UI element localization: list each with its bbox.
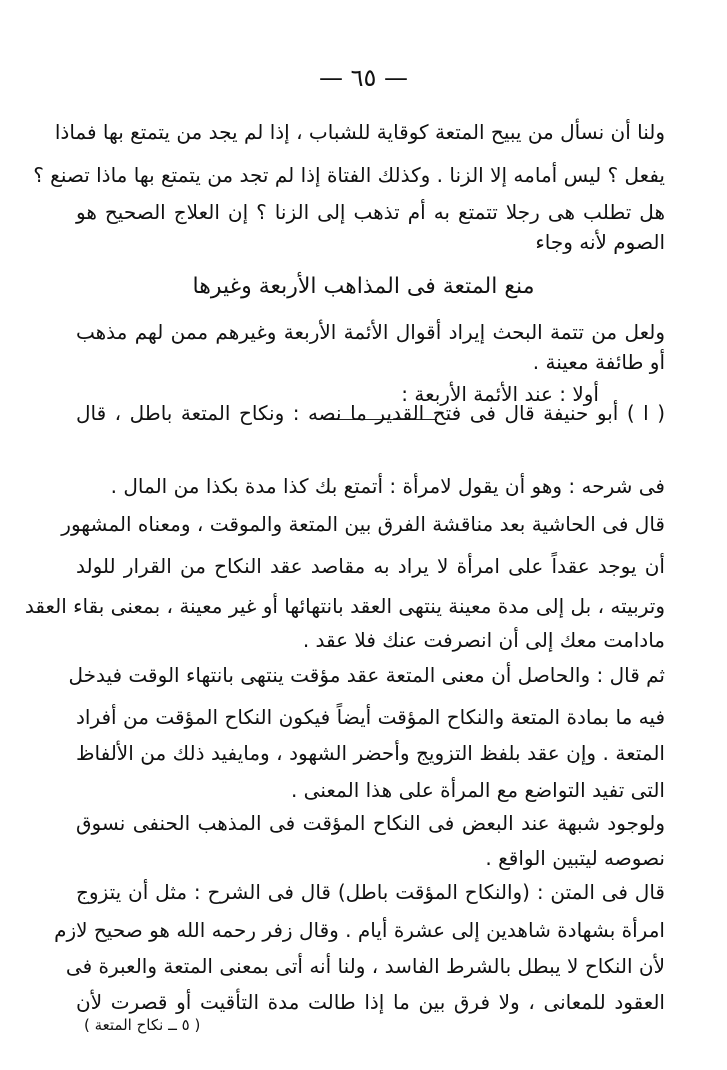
text-line: ثم قال : والحاصل أن معنى المتعة عقد مؤقت ينتهى بانتهاء الوقت فيدخل <box>68 663 665 687</box>
text-line: نصوصه ليتبين الواقع . <box>485 846 665 870</box>
text-line: العقود للمعانى ، ولا فرق بين ما إذا طالت مدة التأقيت أو قصرت لأن <box>76 990 665 1014</box>
text-line: لأن النكاح لا يبطل بالشرط الفاسد ، ولنا أنه أتى بمعنى المتعة والعبرة فى <box>65 954 665 978</box>
text-line: أن يوجد عقداً على امرأة لا يراد به مقاصد عقد النكاح من القرار للولد <box>76 554 665 578</box>
text-line: وتربيته ، بل إلى مدة معينة ينتهى العقد بانتهائها أو غير معينة ، بمعنى بقاء العقد <box>24 594 665 618</box>
text-line: يفعل ؟ ليس أمامه إلا الزنا . وكذلك الفتاة إذا لم تجد من يتمتع بها ماذا تصنع ؟ <box>33 163 665 187</box>
text-line: ( ا ) أبو حنيفة قال فى فتح القدير ما نصه : ونكاح المتعة باطل ، قال <box>76 401 665 425</box>
text-line: ولعل من تتمة البحث إيراد أقوال الأئمة الأربعة وغيرهم ممن لهم مذهب <box>76 320 665 344</box>
page-number: — ٦٥ — <box>318 64 409 92</box>
text-line: امرأة بشهادة شاهدين إلى عشرة أيام . وقال زفر رحمه الله هو صحيح لازم <box>54 918 665 942</box>
text-line: الصوم لأنه وجاء <box>535 230 665 254</box>
text-line: فيه ما بمادة المتعة والنكاح المؤقت أيضاً فيكون النكاح المؤقت من أفراد <box>76 705 665 729</box>
text-line: مادامت معك إلى أن انصرفت عنك فلا عقد . <box>302 628 665 652</box>
text-line: المتعة . وإن عقد بلفظ التزويج وأحضر الشهود ، ومايفيد ذلك من الألفاظ <box>76 741 665 765</box>
sub-heading: أولا : عند الأئمة الأربعة : <box>401 382 599 406</box>
section-heading: منع المتعة فى المذاهب الأربعة وغيرها <box>192 274 535 299</box>
text-line: قال فى الحاشية بعد مناقشة الفرق بين المتعة والموقت ، ومعناه المشهور <box>61 512 665 536</box>
text-line: التى تفيد التواضع مع المرأة على هذا المعنى . <box>290 778 665 802</box>
text-line: قال فى المتن : (والنكاح المؤقت باطل) قال فى الشرح : مثل أن يتزوج <box>76 880 665 904</box>
text-line: ولوجود شبهة عند البعض فى النكاح المؤقت فى المذهب الحنفى نسوق <box>76 811 665 835</box>
text-line: ولنا أن نسأل من يبيح المتعة كوقاية للشباب ، إذا لم يجد من يتمتع بها فماذا <box>54 120 665 144</box>
text-line: فى شرحه : وهو أن يقول لامرأة : أتمتع بك كذا مدة بكذا من المال . <box>110 474 665 498</box>
footer-signature: ( ٥ ــ نكاح المتعة ) <box>84 1016 201 1034</box>
text-line: أو طائفة معينة . <box>532 350 665 374</box>
text-line: هل تطلب هى رجلا تتمتع به أم تذهب إلى الزنا ؟ إن العلاج الصحيح هو <box>76 200 665 224</box>
